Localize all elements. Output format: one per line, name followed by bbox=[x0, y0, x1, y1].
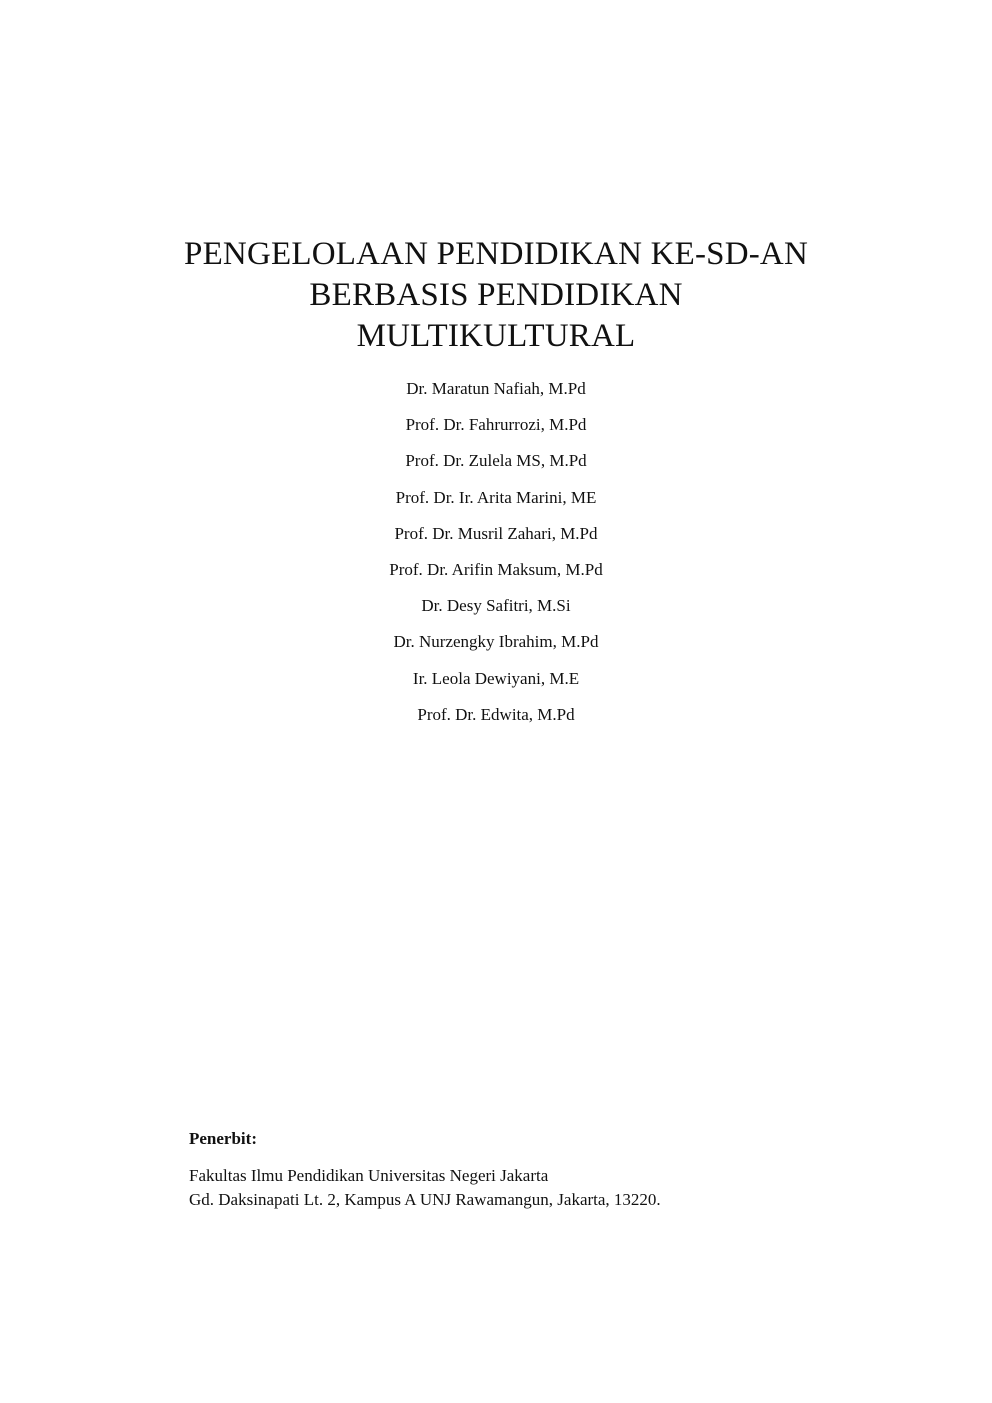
publisher-label: Penerbit: bbox=[189, 1129, 257, 1148]
title-line: BERBASIS PENDIDIKAN bbox=[309, 277, 683, 313]
author-name: Prof. Dr. Musril Zahari, M.Pd bbox=[394, 523, 598, 543]
author-name: Prof. Dr. Fahrurrozi, M.Pd bbox=[405, 415, 587, 435]
author-name: Prof. Dr. Ir. Arita Marini, ME bbox=[395, 487, 597, 507]
author-name: Dr. Nurzengky Ibrahim, M.Pd bbox=[393, 632, 599, 652]
author-list bbox=[0, 371, 992, 733]
author-name: Prof. Dr. Zulela MS, M.Pd bbox=[405, 451, 587, 471]
book-title bbox=[0, 234, 992, 357]
publisher-section bbox=[189, 1128, 829, 1212]
author-name: Prof. Dr. Arifin Maksum, M.Pd bbox=[389, 560, 603, 580]
title-line: MULTIKULTURAL bbox=[356, 318, 636, 354]
publisher-address: Gd. Daksinapati Lt. 2, Kampus A UNJ Rawamangun, Jakarta, 13220. bbox=[189, 1190, 661, 1209]
author-name: Dr. Maratun Nafiah, M.Pd bbox=[406, 379, 586, 398]
author-name: Prof. Dr. Edwita, M.Pd bbox=[417, 704, 575, 724]
author-name: Ir. Leola Dewiyani, M.E bbox=[412, 668, 580, 688]
author-name: Dr. Desy Safitri, M.Si bbox=[421, 596, 571, 616]
publisher-name: Fakultas Ilmu Pendidikan Universitas Negeri Jakarta bbox=[189, 1166, 549, 1185]
title-line: PENGELOLAAN PENDIDIKAN KE-SD-AN bbox=[184, 236, 808, 272]
